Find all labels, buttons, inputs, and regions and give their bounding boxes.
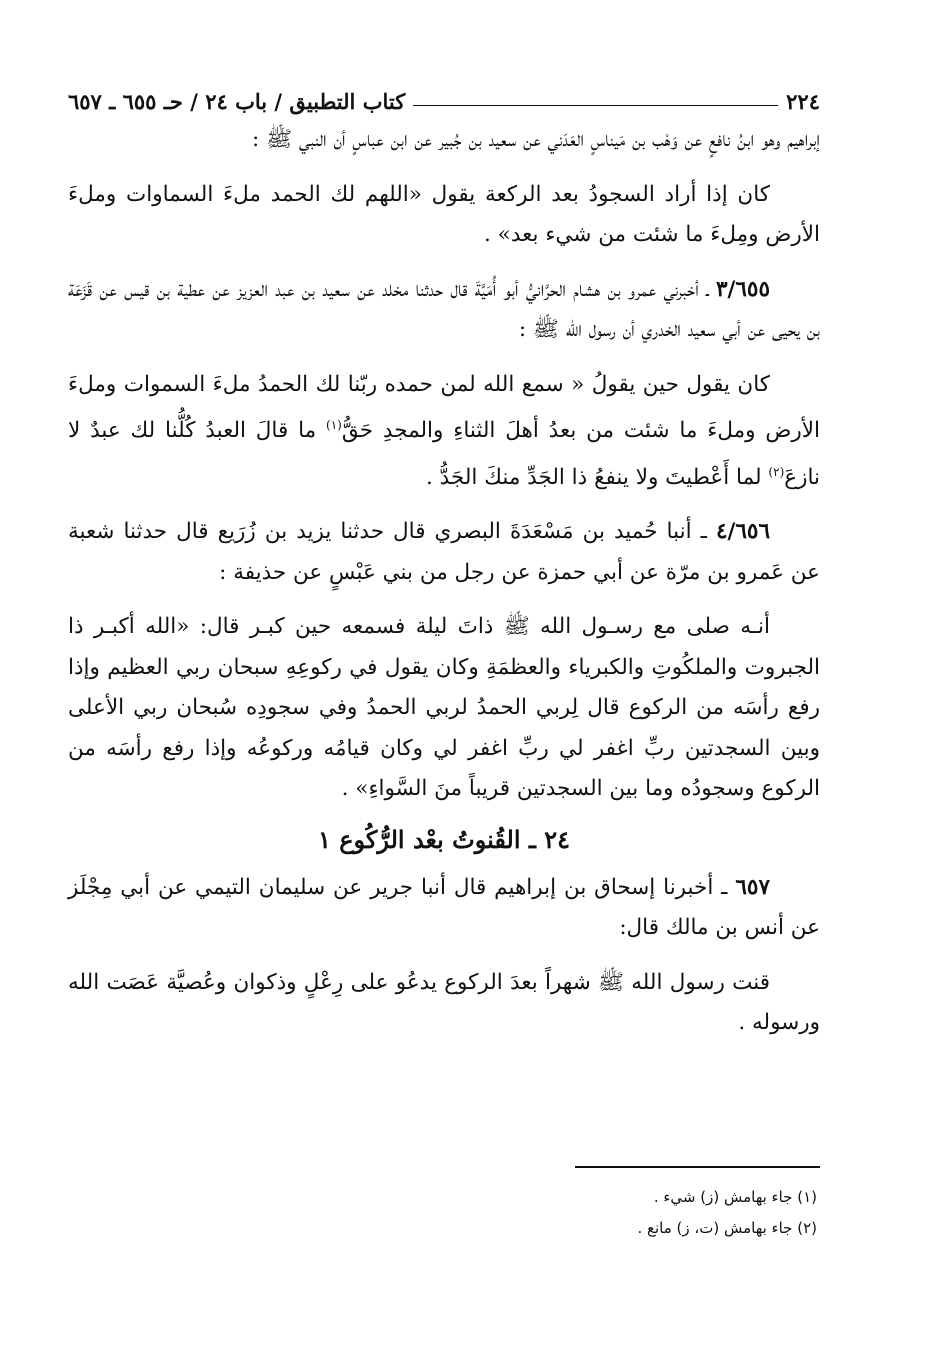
- page-number: ٢٢٤: [786, 89, 820, 114]
- header-left-group: [786, 89, 820, 114]
- hadith-656-matn: [68, 607, 820, 810]
- hadith-number: ٦٥٧: [735, 874, 770, 900]
- running-header: [68, 82, 820, 114]
- footnote-1: (١) جاء بهامش (ز) شيء .: [653, 1188, 817, 1206]
- paragraph-text: كان إذا أراد السجودُ بعد الركعة يقول «اللهم لك الحمد ملءَ السماوات وملءَ الأرض ومِلءَ ما شئت من شيء بعد» .: [68, 181, 820, 247]
- paragraph-text: ـ أخبرني عمرو بن هشام الحرَّانيُّ أبو أُمَيَّةَ قال حدثنا مخلد عن سعيد بن عبد العزيز عن عطية بن قيس عن قَزَعَة بن يحيى عن أبي سعيد الخدري أن رسول الله ﷺ :: [68, 276, 820, 342]
- paragraph-text: ـ أنبا حُميد بن مَسْعَدَةَ البصري قال حدثنا يزيد بن زُرَيع قال حدثنا شعبة عن عَمرو بن مرّة عن أبي حمزة عن رجل من بني عَبْسٍ عن حذيفة :: [68, 519, 820, 585]
- paragraph-text: كان يقول حين يقولُ « سمع الله لمن حمده ربّنا لك الحمدُ ملءَ السموات وملءَ الأرض وملءَ ما شئت من بعدُ أهلَ الثناءِ والمجدِ حَقُّ: [68, 371, 821, 444]
- paragraph-text: ـ أخبرنا إسحاق بن إبراهيم قال أنبا جرير عن سليمان التيمي عن أبي مِجْلَز عن أنس بن مالك قال:: [68, 874, 820, 941]
- footnote-ref-1[interactable]: (١): [326, 418, 342, 432]
- hadith-655-matn: [68, 365, 820, 499]
- paragraph-text: قنت رسول الله ﷺ شهراً بعدَ الركوع يدعُو على رِعْلٍ وذكوان وعُصيَّة عَصَت الله ورسوله .: [68, 969, 820, 1036]
- footnote-2: (٢) جاء بهامش (ت، ز) مانع .: [637, 1219, 817, 1237]
- running-title: كتاب التطبيق / باب ٢٤ / حـ ٦٥٥ ـ ٦٥٧: [68, 89, 406, 114]
- hadith-number: ٣/٦٥٥: [715, 276, 770, 302]
- header-rule: [413, 105, 778, 106]
- hadith-655-isnad: [68, 270, 820, 351]
- hadith-657-isnad: [68, 868, 820, 949]
- footnotes: [637, 1182, 817, 1244]
- paragraph-text: أنـه صلى مع رسـول الله ﷺ ذاتَ ليلة فسمعه حين كبـر قال: «الله أكبـر ذا الجبروت والملكُوتِ والكبرياء والعظمَةِ وكان يقول في ركوعِهِ سبحان ربي العظيم وإذا رفع رأسَه من الركوع قال لِربي الحمدُ لربي الحمدُ وفي سجودِه سُبحان ربي الأعلى وبين السجدتين ربِّ اغفر لي ربِّ اغفر لي وكان قيامُه وركوعُه وإذا رفع رأسَه من الركوع وسجودُه وما بين السجدتين قريباً منَ السَّواءِ» .: [68, 614, 820, 802]
- paragraph-text: ما قالَ العبدُ كُلُّنا لك عبدٌ لا نازعَ: [68, 418, 820, 490]
- footnote-separator: [575, 1166, 820, 1168]
- section-title: ٢٤ ـ القُنوتُ بعْد الرُّكُوع ١: [317, 824, 571, 854]
- hadith-number: ٤/٦٥٦: [715, 519, 770, 545]
- footnote-ref-2[interactable]: (٢): [768, 464, 785, 479]
- page: [68, 82, 820, 1044]
- hadith-657-matn: [68, 963, 820, 1044]
- hadith-656-isnad: [68, 512, 820, 593]
- paragraph-text: لما أَعْطيتَ ولا ينفعُ ذا الجَدِّ منكَ الجَدُّ .: [426, 464, 769, 490]
- paragraph-text: إبراهيم وهو ابنُ نافعٍ عن وَهْب بن مَيناسٍ العَدَني عن سعيد بن جُبير عن ابن عباسٍ أن النبي ﷺ :: [252, 127, 820, 152]
- paragraph-isnad-continuation: [68, 120, 820, 161]
- paragraph-matn-654: [68, 175, 820, 256]
